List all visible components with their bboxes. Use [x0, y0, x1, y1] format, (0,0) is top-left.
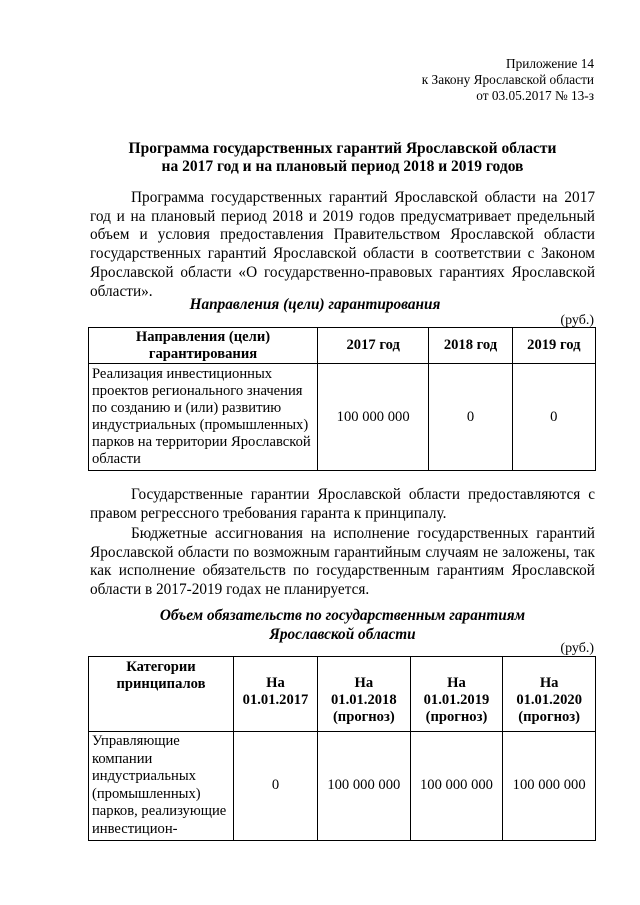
budget-paragraph: Бюджетные ассигнования на исполнение государственных гарантий Ярославской области по возможным гарантийным случаям не заложены, так как исполнение обязательств по государственным гарантиям Ярославской области в 2017-2019 годах не планируется.: [90, 525, 595, 599]
value-2017: 100 000 000: [318, 364, 429, 471]
table-header-row: [89, 657, 596, 732]
table-row: [89, 364, 596, 471]
header-date-2017: [234, 657, 318, 732]
value-2020: 100 000 000: [503, 732, 596, 841]
header-prefix: На: [447, 675, 466, 691]
value-2018: 100 000 000: [317, 732, 410, 841]
header-date: 01.01.2019: [423, 692, 490, 708]
header-directions: Направления (цели) гарантирования: [89, 328, 318, 364]
table-row: [89, 732, 596, 841]
title-line-2: на 2017 год и на плановый период 2018 и 2019 годов: [161, 158, 524, 175]
value-2018: 0: [429, 364, 512, 471]
header-2018: 2018 год: [429, 328, 512, 364]
obligations-table: [88, 656, 596, 841]
header-prefix: На: [354, 675, 374, 691]
annex-date: от 03.05.2017 № 13-з: [476, 88, 594, 103]
value-2019: 100 000 000: [410, 732, 503, 841]
value-2019: 0: [512, 364, 595, 471]
unit-label-2: (руб.): [560, 641, 594, 656]
annex-law: к Закону Ярославской области: [421, 72, 594, 87]
header-date: 01.01.2018: [330, 692, 397, 708]
header-date-2019: [410, 657, 503, 732]
header-2017: 2017 год: [318, 328, 429, 364]
section2-line-1: Объем обязательств по государственным гарантиям: [159, 607, 526, 624]
header-date: 01.01.2017: [242, 692, 309, 708]
header-forecast: (прогноз): [518, 709, 581, 725]
section2-line-2: Ярославской области: [269, 625, 416, 643]
regress-paragraph: Государственные гарантии Ярославской области предоставляются с правом регрессного требования гаранта к принципалу.: [90, 486, 595, 522]
header-date-2020: [503, 657, 596, 732]
directions-table: [88, 327, 596, 471]
header-forecast: (прогноз): [425, 709, 488, 725]
intro-paragraph: Программа государственных гарантий Ярославской области на 2017 год и на плановый период 2018 и 2019 годов предусматривает предельный объем и условия предоставления Правительством Ярославской области государственных гарантий Ярославской области в соответствии с Законом Ярославской области «О государственно-правовых гарантиях Ярославской области».: [90, 189, 595, 300]
value-2017: 0: [234, 732, 318, 841]
header-2019: 2019 год: [512, 328, 595, 364]
header-prefix: На: [539, 675, 559, 691]
principal-category: Управляющие компании индустриальных (промышленных) парков, реализующие инвестицион-: [89, 732, 234, 841]
header-date-2018: [317, 657, 410, 732]
header-forecast: (прогноз): [332, 709, 395, 725]
header-date: 01.01.2020: [516, 692, 582, 708]
header-prefix: На: [266, 675, 285, 691]
annex-reference: [422, 56, 594, 104]
annex-number: Приложение 14: [506, 56, 594, 71]
section-title-directions: Направления (цели) гарантирования: [189, 296, 441, 313]
section-title-obligations: [90, 607, 595, 644]
header-categories: Категории принципалов: [89, 657, 234, 732]
unit-label: (руб.): [560, 313, 594, 328]
table-header-row: [89, 328, 596, 364]
title-line-1: Программа государственных гарантий Ярославской области: [128, 140, 557, 157]
document-title: [90, 140, 595, 176]
direction-description: Реализация инвестиционных проектов регионального значения по созданию и (или) развитию индустриальных (промышленных) парков на территории Ярославской области: [89, 364, 318, 471]
